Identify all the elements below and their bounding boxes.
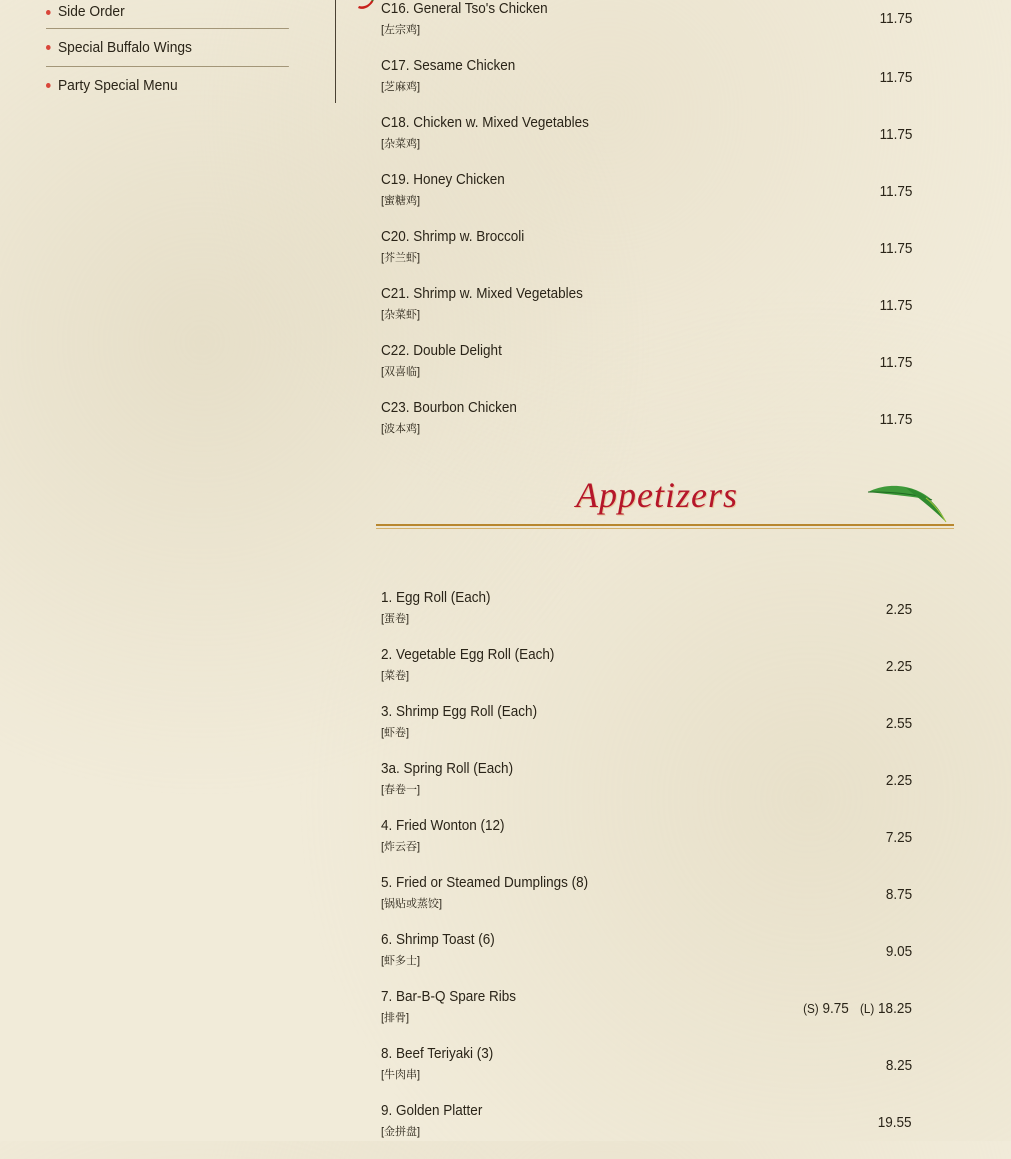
item-name: C22. Double Delight	[381, 342, 502, 359]
item-name: 7. Bar-B-Q Spare Ribs	[381, 988, 517, 1005]
item-price: 11.75	[879, 240, 912, 257]
item-name: 6. Shrimp Toast (6)	[381, 931, 495, 948]
item-price: 11.75	[879, 126, 912, 143]
price-small: 9.75	[822, 1000, 849, 1017]
item-name: C18. Chicken w. Mixed Vegetables	[381, 114, 589, 131]
item-chinese-name: [波本鸡]	[381, 423, 421, 435]
appetizer-menu-list	[381, 589, 912, 1159]
item-chinese-name: [蛋卷]	[381, 613, 410, 625]
menu-item[interactable]	[381, 589, 912, 646]
menu-item[interactable]	[381, 228, 912, 285]
item-chinese-name: [左宗鸡]	[381, 24, 421, 36]
sidebar-item-label: Special Buffalo Wings	[57, 38, 192, 56]
item-chinese-name: [蜜糖鸡]	[381, 195, 421, 207]
item-chinese-name: [菜卷]	[381, 670, 410, 682]
item-price: 11.75	[879, 183, 912, 200]
item-chinese-name: [春卷一]	[381, 784, 421, 796]
menu-item[interactable]	[381, 1102, 912, 1159]
item-name: C19. Honey Chicken	[381, 171, 505, 188]
section-header-appetizers	[376, 466, 954, 536]
item-name: C16. General Tso's Chicken	[381, 0, 548, 17]
item-price: 2.25	[885, 658, 912, 675]
item-price: 19.55	[878, 1114, 912, 1131]
item-price: 11.75	[879, 411, 912, 428]
sidebar-divider	[335, 0, 336, 103]
item-chinese-name: [芝麻鸡]	[381, 81, 421, 93]
item-chinese-name: [杂菜虾]	[381, 309, 421, 321]
price-large: 18.25	[878, 1000, 912, 1017]
size-small-label: (S)	[803, 1001, 819, 1016]
item-price: 9.05	[885, 943, 912, 960]
item-price: 2.55	[885, 715, 912, 732]
menu-item[interactable]	[381, 760, 912, 817]
size-large-label: (L)	[860, 1001, 875, 1016]
menu-item[interactable]	[381, 988, 912, 1045]
section-title: Appetizers	[576, 475, 738, 515]
sidebar-item-label: Side Order	[57, 3, 125, 20]
section-rule-thin	[376, 528, 954, 529]
sidebar-item-label: Party Special Menu	[57, 77, 178, 94]
menu-item[interactable]	[381, 342, 912, 399]
item-price: 2.25	[885, 772, 912, 789]
item-chinese-name: [杂菜鸡]	[381, 138, 421, 150]
menu-item[interactable]	[381, 114, 912, 171]
item-price: 11.75	[879, 69, 912, 86]
item-name: 1. Egg Roll (Each)	[381, 589, 491, 606]
item-price: 11.75	[879, 10, 912, 27]
item-name: 5. Fried or Steamed Dumplings (8)	[381, 874, 589, 891]
bullet-icon	[46, 83, 51, 88]
bullet-icon	[46, 10, 51, 15]
item-name: 3a. Spring Roll (Each)	[381, 760, 514, 777]
item-price: 11.75	[879, 297, 912, 314]
item-chinese-name: [排骨]	[381, 1012, 410, 1024]
item-price: 8.25	[885, 1057, 912, 1074]
item-chinese-name: [双喜临]	[381, 366, 421, 378]
menu-item[interactable]	[381, 817, 912, 874]
chicken-menu-list	[381, 0, 912, 456]
menu-item[interactable]	[381, 1045, 912, 1102]
item-price-sized	[803, 1000, 912, 1018]
item-chinese-name: [锅贴或蒸饺]	[381, 898, 443, 910]
sidebar-item-party-special-menu[interactable]	[46, 67, 289, 105]
menu-item[interactable]	[381, 931, 912, 988]
item-price: 7.25	[885, 829, 912, 846]
sidebar-item-side-order[interactable]	[46, 0, 289, 29]
item-chinese-name: [虾多士]	[381, 955, 421, 967]
menu-item[interactable]	[381, 171, 912, 228]
menu-item[interactable]	[381, 703, 912, 760]
category-sidebar	[46, 0, 310, 105]
item-chinese-name: [金拼盘]	[381, 1126, 421, 1138]
item-name: 8. Beef Teriyaki (3)	[381, 1045, 494, 1062]
menu-item[interactable]	[381, 57, 912, 114]
item-name: C20. Shrimp w. Broccoli	[381, 228, 525, 245]
item-chinese-name: [芥兰虾]	[381, 252, 421, 264]
item-chinese-name: [炸云吞]	[381, 841, 421, 853]
menu-item[interactable]	[381, 874, 912, 931]
item-price: 8.75	[885, 886, 912, 903]
item-name: C17. Sesame Chicken	[381, 57, 516, 74]
menu-item[interactable]	[381, 646, 912, 703]
sidebar-item-special-buffalo-wings[interactable]	[46, 29, 289, 67]
item-name: 3. Shrimp Egg Roll (Each)	[381, 703, 538, 720]
chili-pepper-icon	[357, 0, 375, 17]
section-rule	[376, 524, 954, 526]
menu-item[interactable]	[381, 0, 912, 57]
item-price: 2.25	[885, 601, 912, 618]
menu-item[interactable]	[381, 285, 912, 342]
bullet-icon	[46, 45, 51, 50]
item-name: 4. Fried Wonton (12)	[381, 817, 505, 834]
item-price: 11.75	[879, 354, 912, 371]
item-name: C23. Bourbon Chicken	[381, 399, 517, 416]
menu-item[interactable]	[381, 399, 912, 456]
item-name: 9. Golden Platter	[381, 1102, 483, 1119]
item-chinese-name: [虾卷]	[381, 727, 410, 739]
item-chinese-name: [牛肉串]	[381, 1069, 421, 1081]
item-name: C21. Shrimp w. Mixed Vegetables	[381, 285, 583, 302]
item-name: 2. Vegetable Egg Roll (Each)	[381, 646, 555, 663]
